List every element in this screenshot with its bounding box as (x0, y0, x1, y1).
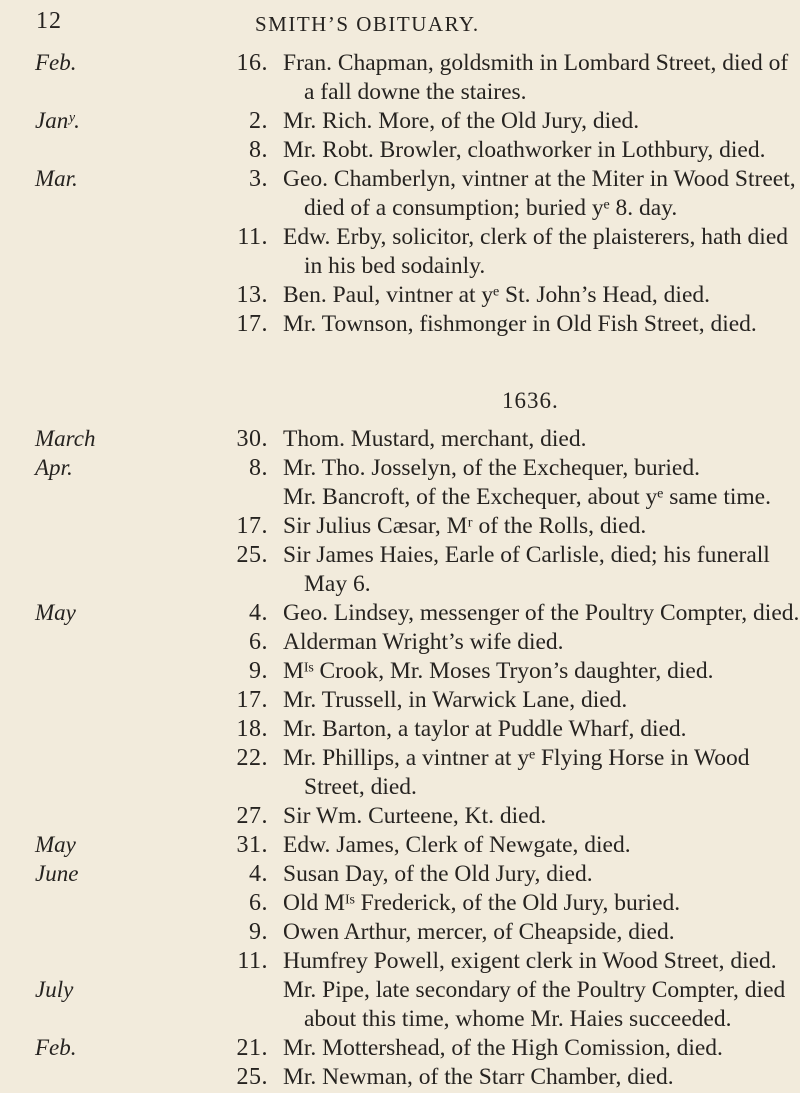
entry-text: Edw. Erby, solicitor, clerk of the plaisterers, hath died (283, 224, 789, 250)
obituary-entry (0, 484, 800, 513)
entry-day: 11. (237, 948, 268, 974)
entry-line (0, 513, 800, 542)
entry-line (0, 484, 800, 513)
entry-day: 9. (249, 658, 268, 684)
entry-text: Mr. Rich. More, of the Old Jury, died. (283, 108, 640, 134)
entry-line (0, 426, 800, 455)
entry-text: Susan Day, of the Old Jury, died. (283, 861, 593, 887)
entry-day: 25. (236, 542, 268, 568)
obituary-entry (0, 716, 800, 745)
entry-continuation-line (0, 253, 800, 282)
obituary-entry (0, 861, 800, 890)
entry-month: May (35, 832, 76, 857)
entry-line (0, 803, 800, 832)
entry-day: 6. (249, 890, 268, 916)
entry-day: 16. (236, 50, 268, 76)
entry-month: May (35, 600, 76, 625)
entry-day: 17. (236, 687, 268, 713)
entry-day: 17. (236, 311, 268, 337)
entry-continuation-line (0, 774, 800, 803)
entry-text: Mr. Bancroft, of the Exchequer, about yᵉ same time. (283, 484, 771, 510)
entry-line (0, 311, 800, 340)
entry-day: 13. (236, 282, 268, 308)
entry-month: Feb. (35, 50, 77, 75)
running-title: SMITH’S OBITUARY. (255, 12, 480, 36)
entry-day: 22. (236, 745, 268, 771)
entry-text: May 6. (304, 571, 371, 597)
obituary-list-before (0, 50, 800, 340)
entry-day: 11. (237, 224, 268, 250)
entry-text: Old Mᴵˢ Frederick, of the Old Jury, buried. (283, 890, 681, 916)
entry-line (0, 1064, 800, 1093)
entry-month: March (35, 426, 96, 451)
obituary-entry (0, 426, 800, 455)
obituary-entry (0, 890, 800, 919)
entry-text: Mᴵˢ Crook, Mr. Moses Tryon’s daughter, died. (283, 658, 714, 684)
entry-day: 17. (236, 513, 268, 539)
entry-line (0, 224, 800, 253)
entry-line (0, 861, 800, 890)
entry-line (0, 137, 800, 166)
entry-text: in his bed sodainly. (304, 253, 486, 279)
entry-text: Sir Wm. Curteene, Kt. died. (283, 803, 547, 829)
obituary-entry (0, 745, 800, 803)
entry-line (0, 50, 800, 79)
entry-text: Mr. Barton, a taylor at Puddle Wharf, died. (283, 716, 687, 742)
entry-month: June (35, 861, 79, 886)
entry-line (0, 919, 800, 948)
entry-text: Ben. Paul, vintner at yᵉ St. John’s Head, died. (283, 282, 711, 308)
entry-text: Thom. Mustard, merchant, died. (283, 426, 587, 452)
obituary-entry (0, 1035, 800, 1064)
obituary-entry (0, 224, 800, 282)
entry-line (0, 282, 800, 311)
entry-day: 8. (249, 455, 268, 481)
entry-month: Feb. (35, 1035, 77, 1060)
obituary-entry (0, 513, 800, 542)
entry-day: 4. (249, 600, 268, 626)
entry-line (0, 977, 800, 1006)
entry-month: July (35, 977, 74, 1002)
entry-text: a fall downe the staires. (304, 79, 527, 105)
entry-text: Mr. Newman, of the Starr Chamber, died. (283, 1064, 674, 1090)
obituary-entry (0, 629, 800, 658)
entry-month: Mar. (35, 166, 78, 191)
entry-text: Street, died. (304, 774, 417, 800)
entry-line (0, 687, 800, 716)
entry-line (0, 629, 800, 658)
entry-day: 2. (249, 108, 268, 134)
entry-day: 9. (249, 919, 268, 945)
obituary-entry (0, 658, 800, 687)
page-header (0, 8, 800, 38)
entry-text: Edw. James, Clerk of Newgate, died. (283, 832, 631, 858)
entry-text: Alderman Wright’s wife died. (283, 629, 564, 655)
obituary-list-after (0, 426, 800, 1093)
entry-line (0, 716, 800, 745)
entry-day: 30. (236, 426, 268, 452)
entry-continuation-line (0, 79, 800, 108)
entry-month: Apr. (35, 455, 73, 480)
obituary-entry (0, 919, 800, 948)
obituary-entry (0, 282, 800, 311)
entry-text: Fran. Chapman, goldsmith in Lombard Street, died of (283, 50, 789, 76)
entry-text: Mr. Mottershead, of the High Comission, died. (283, 1035, 723, 1061)
entry-text: died of a consumption; buried yᵉ 8. day. (304, 195, 678, 221)
entry-text: Sir James Haies, Earle of Carlisle, died; his funerall (283, 542, 770, 568)
entry-line (0, 542, 800, 571)
entry-text: Owen Arthur, mercer, of Cheapside, died. (283, 919, 675, 945)
obituary-entry (0, 108, 800, 137)
entry-continuation-line (0, 195, 800, 224)
entry-line (0, 166, 800, 195)
entry-text: Geo. Chamberlyn, vintner at the Miter in Wood Street, (283, 166, 796, 192)
obituary-entry (0, 50, 800, 108)
obituary-entry (0, 311, 800, 340)
entry-line (0, 890, 800, 919)
obituary-entry (0, 803, 800, 832)
entry-day: 25. (236, 1064, 268, 1090)
entry-line (0, 745, 800, 774)
entry-day: 27. (236, 803, 268, 829)
obituary-entry (0, 977, 800, 1035)
entry-line (0, 455, 800, 484)
entry-month: Janʸ. (35, 108, 80, 133)
entry-line (0, 1035, 800, 1064)
entry-day: 21. (236, 1035, 268, 1061)
entry-day: 4. (249, 861, 268, 887)
obituary-entry (0, 948, 800, 977)
entry-text: Humfrey Powell, exigent clerk in Wood Street, died. (283, 948, 777, 974)
entry-text: Geo. Lindsey, messenger of the Poultry Compter, died. (283, 600, 800, 626)
obituary-entry (0, 455, 800, 484)
obituary-entry (0, 542, 800, 600)
obituary-entry (0, 137, 800, 166)
entry-line (0, 832, 800, 861)
entry-continuation-line (0, 571, 800, 600)
entry-day: 8. (249, 137, 268, 163)
entry-text: Sir Julius Cæsar, Mʳ of the Rolls, died. (283, 513, 647, 539)
entry-text: Mr. Phillips, a vintner at yᵉ Flying Horse in Wood (283, 745, 750, 771)
entry-text: about this time, whome Mr. Haies succeeded. (304, 1006, 732, 1032)
obituary-entry (0, 687, 800, 716)
entry-line (0, 948, 800, 977)
entry-day: 6. (249, 629, 268, 655)
entry-text: Mr. Robt. Browler, cloathworker in Lothbury, died. (283, 137, 766, 163)
obituary-entry (0, 166, 800, 224)
obituary-entry (0, 600, 800, 629)
entry-day: 31. (236, 832, 268, 858)
entry-line (0, 658, 800, 687)
entry-day: 3. (249, 166, 268, 192)
entry-line (0, 108, 800, 137)
year-heading: 1636. (502, 388, 559, 413)
entry-continuation-line (0, 1006, 800, 1035)
entry-text: Mr. Pipe, late secondary of the Poultry Compter, died (283, 977, 786, 1003)
entry-line (0, 600, 800, 629)
obituary-entry (0, 832, 800, 861)
entry-text: Mr. Trussell, in Warwick Lane, died. (283, 687, 628, 713)
obituary-entry (0, 1064, 800, 1093)
entry-day: 18. (236, 716, 268, 742)
page-number: 12 (36, 8, 62, 34)
entry-text: Mr. Townson, fishmonger in Old Fish Street, died. (283, 311, 757, 337)
entry-text: Mr. Tho. Josselyn, of the Exchequer, buried. (283, 455, 700, 481)
